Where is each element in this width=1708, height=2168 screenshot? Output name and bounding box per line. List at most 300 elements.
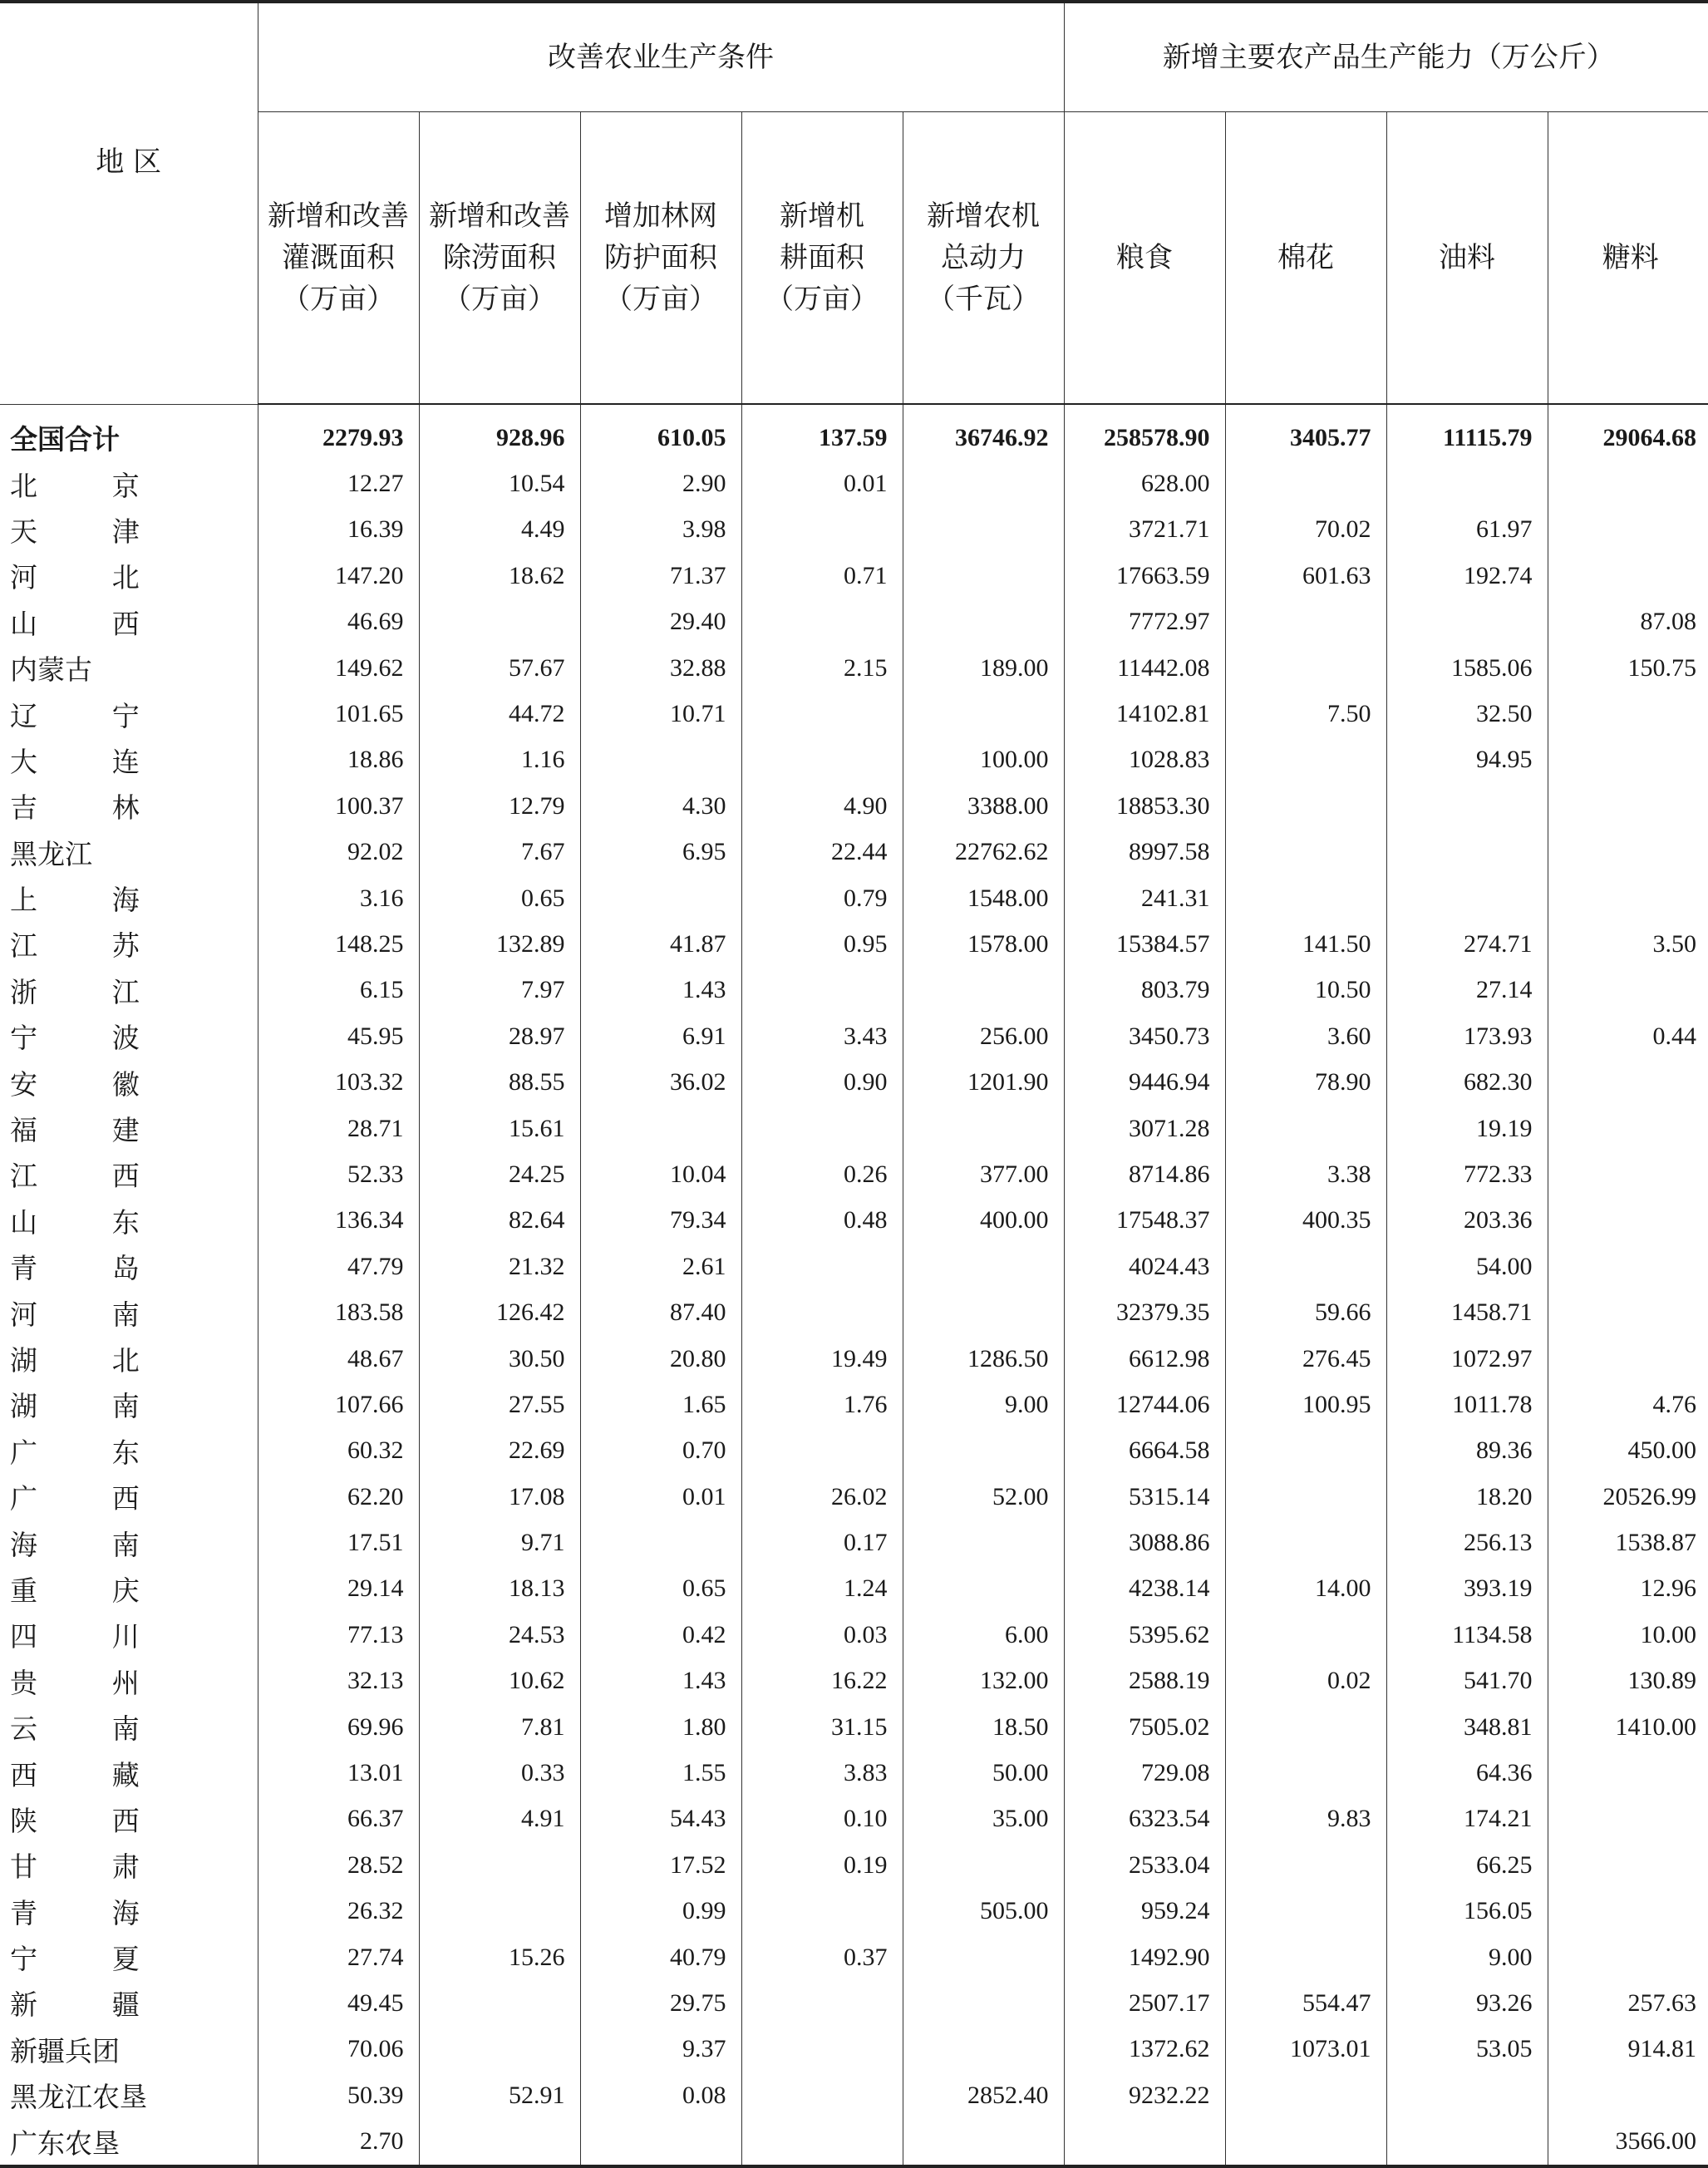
table-row — [0, 1382, 1708, 1427]
value-cell: 3.83 — [741, 1750, 903, 1796]
value-cell: 0.99 — [580, 1889, 741, 1934]
value-cell: 94.95 — [1386, 737, 1548, 783]
column-header — [1225, 112, 1386, 405]
region-name: 江 西 — [10, 1160, 173, 1193]
value-cell: 41.87 — [580, 921, 741, 967]
value-cell: 9.71 — [419, 1520, 580, 1565]
value-cell: 52.33 — [258, 1151, 419, 1197]
region-cell — [0, 1842, 258, 1888]
value-cell: 0.70 — [580, 1428, 741, 1474]
value-cell — [419, 1889, 580, 1934]
value-cell: 19.49 — [741, 1336, 903, 1382]
value-cell: 50.00 — [903, 1750, 1064, 1796]
value-cell: 7.50 — [1225, 691, 1386, 737]
value-cell: 22.44 — [741, 830, 903, 875]
value-cell: 9.00 — [1386, 1934, 1548, 1980]
value-cell: 959.24 — [1064, 1889, 1225, 1934]
value-cell — [1225, 1428, 1386, 1474]
value-cell: 6612.98 — [1064, 1336, 1225, 1382]
value-cell: 450.00 — [1627, 1436, 1697, 1465]
value-cell: 1011.78 — [1386, 1382, 1548, 1427]
value-cell — [741, 1106, 903, 1151]
value-cell: 77.13 — [258, 1612, 419, 1658]
value-cell: 2588.19 — [1064, 1658, 1225, 1704]
value-cell — [903, 1106, 1064, 1151]
region-name: 福 建 — [10, 1114, 173, 1147]
region-name: 河 南 — [10, 1298, 173, 1331]
value-cell — [419, 1842, 580, 1888]
value-cell: 0.90 — [741, 1059, 903, 1105]
value-cell: 107.66 — [258, 1382, 419, 1427]
value-cell: 132.89 — [419, 921, 580, 967]
region-cell — [0, 599, 258, 645]
region-name: 四 川 — [10, 1620, 173, 1653]
region-name: 青 海 — [10, 1896, 173, 1929]
value-cell: 9232.22 — [1064, 2072, 1225, 2118]
value-cell — [1548, 461, 1708, 506]
region-cell — [0, 1151, 258, 1197]
region-name: 浙 江 — [10, 975, 173, 1008]
value-cell — [903, 1566, 1064, 1612]
value-cell: 26.02 — [741, 1474, 903, 1520]
value-cell: 0.01 — [580, 1474, 741, 1520]
value-cell: 62.20 — [258, 1474, 419, 1520]
value-cell: 59.66 — [1225, 1289, 1386, 1335]
region-name: 黑龙江 — [10, 837, 92, 870]
value-cell: 203.36 — [1386, 1198, 1548, 1244]
value-cell — [903, 1842, 1064, 1888]
region-name: 山 西 — [10, 607, 173, 640]
value-cell: 14102.81 — [1064, 691, 1225, 737]
table-row — [0, 507, 1708, 553]
value-cell: 1.76 — [741, 1382, 903, 1427]
value-cell — [741, 1889, 903, 1934]
region-cell — [0, 1704, 258, 1750]
value-cell: 0.48 — [741, 1198, 903, 1244]
region-name: 北 京 — [10, 469, 173, 502]
table-row — [0, 1336, 1708, 1382]
value-cell: 1410.00 — [1615, 1712, 1697, 1741]
value-cell — [1225, 1889, 1386, 1934]
table-row — [0, 1889, 1708, 1934]
region-cell — [0, 1474, 258, 1520]
value-cell: 0.01 — [741, 461, 903, 506]
column-header-line: （万亩） — [765, 283, 879, 316]
value-cell — [1225, 875, 1386, 921]
region-cell — [0, 1566, 258, 1612]
value-cell: 22762.62 — [903, 830, 1064, 875]
column-header-line: 新增和改善 — [268, 200, 409, 233]
value-cell: 22.69 — [419, 1428, 580, 1474]
column-header-line: 糖料 — [1602, 241, 1659, 274]
column-header — [419, 112, 580, 405]
region-cell — [0, 507, 258, 553]
column-header — [258, 112, 419, 405]
value-cell: 3.60 — [1225, 1013, 1386, 1059]
table-row — [0, 1013, 1708, 1059]
region-cell — [0, 968, 258, 1013]
value-cell — [1225, 783, 1386, 829]
region-name: 黑龙江农垦 — [10, 2081, 147, 2114]
value-cell: 6.91 — [580, 1013, 741, 1059]
value-cell — [1225, 1612, 1386, 1658]
value-cell: 4024.43 — [1064, 1244, 1225, 1289]
column-header-line: 耕面积 — [780, 241, 864, 274]
value-cell — [1548, 2072, 1708, 2118]
value-cell: 18853.30 — [1064, 783, 1225, 829]
value-cell: 241.31 — [1064, 875, 1225, 921]
region-name: 广 东 — [10, 1436, 173, 1469]
region-cell — [0, 1658, 258, 1704]
table-row — [0, 830, 1708, 875]
value-cell — [1225, 1934, 1386, 1980]
value-cell: 149.62 — [258, 645, 419, 691]
value-cell: 4.91 — [419, 1796, 580, 1842]
value-cell: 5395.62 — [1064, 1612, 1225, 1658]
value-cell: 0.02 — [1225, 1658, 1386, 1704]
region-cell — [0, 783, 258, 829]
value-cell: 24.25 — [419, 1151, 580, 1197]
region-name: 大 连 — [10, 745, 173, 778]
value-cell: 14.00 — [1225, 1566, 1386, 1612]
value-cell — [1064, 2118, 1225, 2166]
table-row — [0, 1980, 1708, 2026]
region-name: 云 南 — [10, 1712, 173, 1746]
value-cell: 78.90 — [1225, 1059, 1386, 1105]
value-cell: 13.01 — [258, 1750, 419, 1796]
value-cell — [1225, 1704, 1386, 1750]
value-cell: 148.25 — [258, 921, 419, 967]
value-cell: 36746.92 — [903, 404, 1064, 461]
region-cell — [0, 645, 258, 691]
value-cell: 1538.87 — [1615, 1529, 1697, 1557]
value-cell: 141.50 — [1225, 921, 1386, 967]
region-name: 甘 肃 — [10, 1850, 173, 1884]
value-cell: 18.13 — [419, 1566, 580, 1612]
value-cell — [741, 2027, 903, 2072]
value-cell: 0.65 — [419, 875, 580, 921]
value-cell: 10.71 — [580, 691, 741, 737]
value-cell: 16.39 — [258, 507, 419, 553]
value-cell: 0.42 — [580, 1612, 741, 1658]
region-name: 内蒙古 — [10, 653, 92, 687]
value-cell: 29.75 — [580, 1980, 741, 2026]
value-cell — [1548, 1244, 1708, 1289]
value-cell: 79.34 — [580, 1198, 741, 1244]
value-cell: 20.80 — [580, 1336, 741, 1382]
value-cell: 93.26 — [1386, 1980, 1548, 2026]
column-header-line: 防护面积 — [604, 241, 717, 274]
value-cell — [580, 1106, 741, 1151]
value-cell: 541.70 — [1386, 1658, 1548, 1704]
value-cell — [1225, 1520, 1386, 1565]
value-cell — [1225, 1842, 1386, 1888]
region-cell — [0, 691, 258, 737]
value-cell: 32379.35 — [1064, 1289, 1225, 1335]
value-cell — [741, 691, 903, 737]
value-cell: 66.25 — [1386, 1842, 1548, 1888]
value-cell: 256.00 — [903, 1013, 1064, 1059]
value-cell: 48.67 — [258, 1336, 419, 1382]
value-cell — [1548, 875, 1708, 921]
value-cell: 5315.14 — [1064, 1474, 1225, 1520]
value-cell: 44.72 — [419, 691, 580, 737]
value-cell — [1548, 737, 1708, 783]
column-header-line: 增加林网 — [604, 200, 717, 233]
value-cell: 15.61 — [419, 1106, 580, 1151]
value-cell: 20526.99 — [1602, 1482, 1697, 1510]
region-cell — [0, 1336, 258, 1382]
value-cell: 7.67 — [419, 830, 580, 875]
value-cell: 2.15 — [741, 645, 903, 691]
value-cell: 10.62 — [419, 1658, 580, 1704]
value-cell: 27.14 — [1386, 968, 1548, 1013]
value-cell: 11442.08 — [1064, 645, 1225, 691]
value-cell: 130.89 — [1627, 1667, 1697, 1695]
region-name: 海 南 — [10, 1528, 173, 1561]
value-cell: 192.74 — [1386, 553, 1548, 599]
table-row — [0, 1520, 1708, 1565]
value-cell: 12744.06 — [1064, 1382, 1225, 1427]
table-row — [0, 1612, 1708, 1658]
value-cell: 15.26 — [419, 1934, 580, 1980]
value-cell: 103.32 — [258, 1059, 419, 1105]
value-cell — [903, 1980, 1064, 2026]
region-name: 吉 林 — [10, 791, 173, 825]
value-cell: 1585.06 — [1386, 645, 1548, 691]
value-cell — [741, 1289, 903, 1335]
group-header-production-capacity: 新增主要农产品生产能力（万公斤） — [1064, 2, 1708, 112]
value-cell — [1548, 1151, 1708, 1197]
table-row — [0, 921, 1708, 967]
region-cell — [0, 1244, 258, 1289]
value-cell — [580, 2118, 741, 2166]
value-cell: 803.79 — [1064, 968, 1225, 1013]
value-cell: 3.50 — [1652, 929, 1697, 958]
region-name: 广 西 — [10, 1482, 173, 1515]
value-cell: 52.00 — [903, 1474, 1064, 1520]
value-cell: 17.51 — [258, 1520, 419, 1565]
value-cell: 1286.50 — [903, 1336, 1064, 1382]
value-cell — [580, 1520, 741, 1565]
value-cell: 3721.71 — [1064, 507, 1225, 553]
region-cell — [0, 2027, 258, 2072]
value-cell — [1548, 968, 1708, 1013]
value-cell: 7772.97 — [1064, 599, 1225, 645]
column-header-line: （万亩） — [443, 283, 556, 316]
value-cell: 393.19 — [1386, 1566, 1548, 1612]
region-name: 天 津 — [10, 515, 173, 548]
table-row — [0, 461, 1708, 506]
region-name: 广东农垦 — [10, 2126, 120, 2160]
column-header-line: （万亩） — [604, 283, 717, 316]
value-cell: 27.74 — [258, 1934, 419, 1980]
region-column-header: 地 区 — [0, 2, 258, 404]
value-cell: 87.08 — [1640, 608, 1697, 636]
column-header-line: 除涝面积 — [443, 241, 556, 274]
value-cell: 7.81 — [419, 1704, 580, 1750]
value-cell — [1225, 1244, 1386, 1289]
value-cell — [1548, 830, 1708, 875]
region-name: 山 东 — [10, 1205, 173, 1239]
value-cell: 3566.00 — [1615, 2127, 1697, 2156]
value-cell — [1225, 599, 1386, 645]
region-name: 湖 北 — [10, 1344, 173, 1377]
value-cell: 17.08 — [419, 1474, 580, 1520]
value-cell: 3450.73 — [1064, 1013, 1225, 1059]
value-cell: 66.37 — [258, 1796, 419, 1842]
value-cell: 2507.17 — [1064, 1980, 1225, 2026]
value-cell — [741, 2118, 903, 2166]
value-cell: 12.96 — [1640, 1574, 1697, 1603]
group-header-production-conditions: 改善农业生产条件 — [258, 2, 1064, 112]
table-row — [0, 1059, 1708, 1105]
table-row — [0, 1244, 1708, 1289]
value-cell: 3071.28 — [1064, 1106, 1225, 1151]
value-cell: 126.42 — [419, 1289, 580, 1335]
column-header-line: 棉花 — [1277, 241, 1335, 274]
value-cell — [1548, 1289, 1708, 1335]
value-cell: 928.96 — [419, 404, 580, 461]
column-header-line: 新增农机 — [927, 200, 1041, 233]
value-cell: 29.40 — [580, 599, 741, 645]
value-cell — [903, 599, 1064, 645]
value-cell: 9.37 — [580, 2027, 741, 2072]
value-cell: 7505.02 — [1064, 1704, 1225, 1750]
value-cell: 12.27 — [258, 461, 419, 506]
value-cell: 31.15 — [741, 1704, 903, 1750]
value-cell: 87.40 — [580, 1289, 741, 1335]
value-cell — [903, 2118, 1064, 2166]
value-cell — [1386, 461, 1548, 506]
value-cell: 29.14 — [258, 1566, 419, 1612]
table-row — [0, 599, 1708, 645]
value-cell: 9446.94 — [1064, 1059, 1225, 1105]
region-name: 江 苏 — [10, 929, 173, 963]
value-cell: 7.97 — [419, 968, 580, 1013]
value-cell: 24.53 — [419, 1612, 580, 1658]
value-cell: 377.00 — [903, 1151, 1064, 1197]
value-cell — [741, 1244, 903, 1289]
total-row — [0, 404, 1708, 461]
region-cell — [0, 461, 258, 506]
value-cell — [1386, 830, 1548, 875]
table-row — [0, 737, 1708, 783]
value-cell — [1386, 2072, 1548, 2118]
value-cell: 4.76 — [1652, 1390, 1697, 1418]
value-cell: 101.65 — [258, 691, 419, 737]
region-cell — [0, 830, 258, 875]
value-cell — [1225, 830, 1386, 875]
region-cell — [0, 2072, 258, 2118]
region-name: 河 北 — [10, 561, 173, 594]
value-cell: 3.16 — [258, 875, 419, 921]
value-cell: 914.81 — [1627, 2035, 1697, 2063]
value-cell: 1.43 — [580, 1658, 741, 1704]
value-cell: 2852.40 — [903, 2072, 1064, 2118]
value-cell: 45.95 — [258, 1013, 419, 1059]
region-name: 青 岛 — [10, 1252, 173, 1285]
value-cell: 40.79 — [580, 1934, 741, 1980]
value-cell: 60.32 — [258, 1428, 419, 1474]
value-cell: 9.00 — [903, 1382, 1064, 1427]
value-cell: 49.45 — [258, 1980, 419, 2026]
value-cell: 1134.58 — [1386, 1612, 1548, 1658]
table-row — [0, 1842, 1708, 1888]
value-cell: 8997.58 — [1064, 830, 1225, 875]
region-name: 辽 宁 — [10, 699, 173, 732]
region-cell — [0, 1750, 258, 1796]
value-cell: 1548.00 — [903, 875, 1064, 921]
value-cell: 1.24 — [741, 1566, 903, 1612]
value-cell: 2.61 — [580, 1244, 741, 1289]
value-cell: 348.81 — [1386, 1704, 1548, 1750]
table-row — [0, 1106, 1708, 1151]
table-row — [0, 1151, 1708, 1197]
table-row — [0, 1289, 1708, 1335]
region-name: 全国合计 — [10, 422, 120, 456]
value-cell: 52.91 — [419, 2072, 580, 2118]
value-cell — [1225, 2118, 1386, 2166]
value-cell: 10.00 — [1640, 1620, 1697, 1648]
value-cell — [1548, 691, 1708, 737]
value-cell — [903, 461, 1064, 506]
value-cell: 601.63 — [1225, 553, 1386, 599]
column-header-line: 粮食 — [1116, 241, 1174, 274]
value-cell — [580, 875, 741, 921]
table-row — [0, 1566, 1708, 1612]
value-cell: 257.63 — [1627, 1988, 1697, 2017]
column-header-line: 油料 — [1439, 241, 1496, 274]
region-name: 新 疆 — [10, 1988, 173, 2022]
value-cell: 0.17 — [741, 1520, 903, 1565]
table-row — [0, 968, 1708, 1013]
value-cell — [1225, 2072, 1386, 2118]
table-row — [0, 1750, 1708, 1796]
value-cell — [1548, 1934, 1708, 1980]
value-cell: 400.00 — [903, 1198, 1064, 1244]
region-name: 上 海 — [10, 884, 173, 917]
table-row — [0, 1796, 1708, 1842]
value-cell: 47.79 — [258, 1244, 419, 1289]
value-cell: 1492.90 — [1064, 1934, 1225, 1980]
value-cell: 1073.01 — [1225, 2027, 1386, 2072]
value-cell: 189.00 — [903, 645, 1064, 691]
value-cell: 256.13 — [1386, 1520, 1548, 1565]
value-cell: 0.10 — [741, 1796, 903, 1842]
value-cell: 64.36 — [1386, 1750, 1548, 1796]
value-cell: 554.47 — [1225, 1980, 1386, 2026]
value-cell — [903, 2027, 1064, 2072]
value-cell — [1225, 1106, 1386, 1151]
value-cell: 8714.86 — [1064, 1151, 1225, 1197]
column-header-line: 灌溉面积 — [282, 241, 395, 274]
value-cell — [580, 737, 741, 783]
region-cell — [0, 1106, 258, 1151]
value-cell: 69.96 — [258, 1704, 419, 1750]
region-cell — [0, 1612, 258, 1658]
value-cell: 100.00 — [903, 737, 1064, 783]
value-cell: 57.67 — [419, 645, 580, 691]
value-cell: 11115.79 — [1386, 404, 1548, 461]
value-cell: 28.71 — [258, 1106, 419, 1151]
value-cell — [903, 1289, 1064, 1335]
value-cell — [1548, 1059, 1708, 1105]
value-cell: 15384.57 — [1064, 921, 1225, 967]
value-cell: 30.50 — [419, 1336, 580, 1382]
value-cell: 2.90 — [580, 461, 741, 506]
table-row — [0, 553, 1708, 599]
